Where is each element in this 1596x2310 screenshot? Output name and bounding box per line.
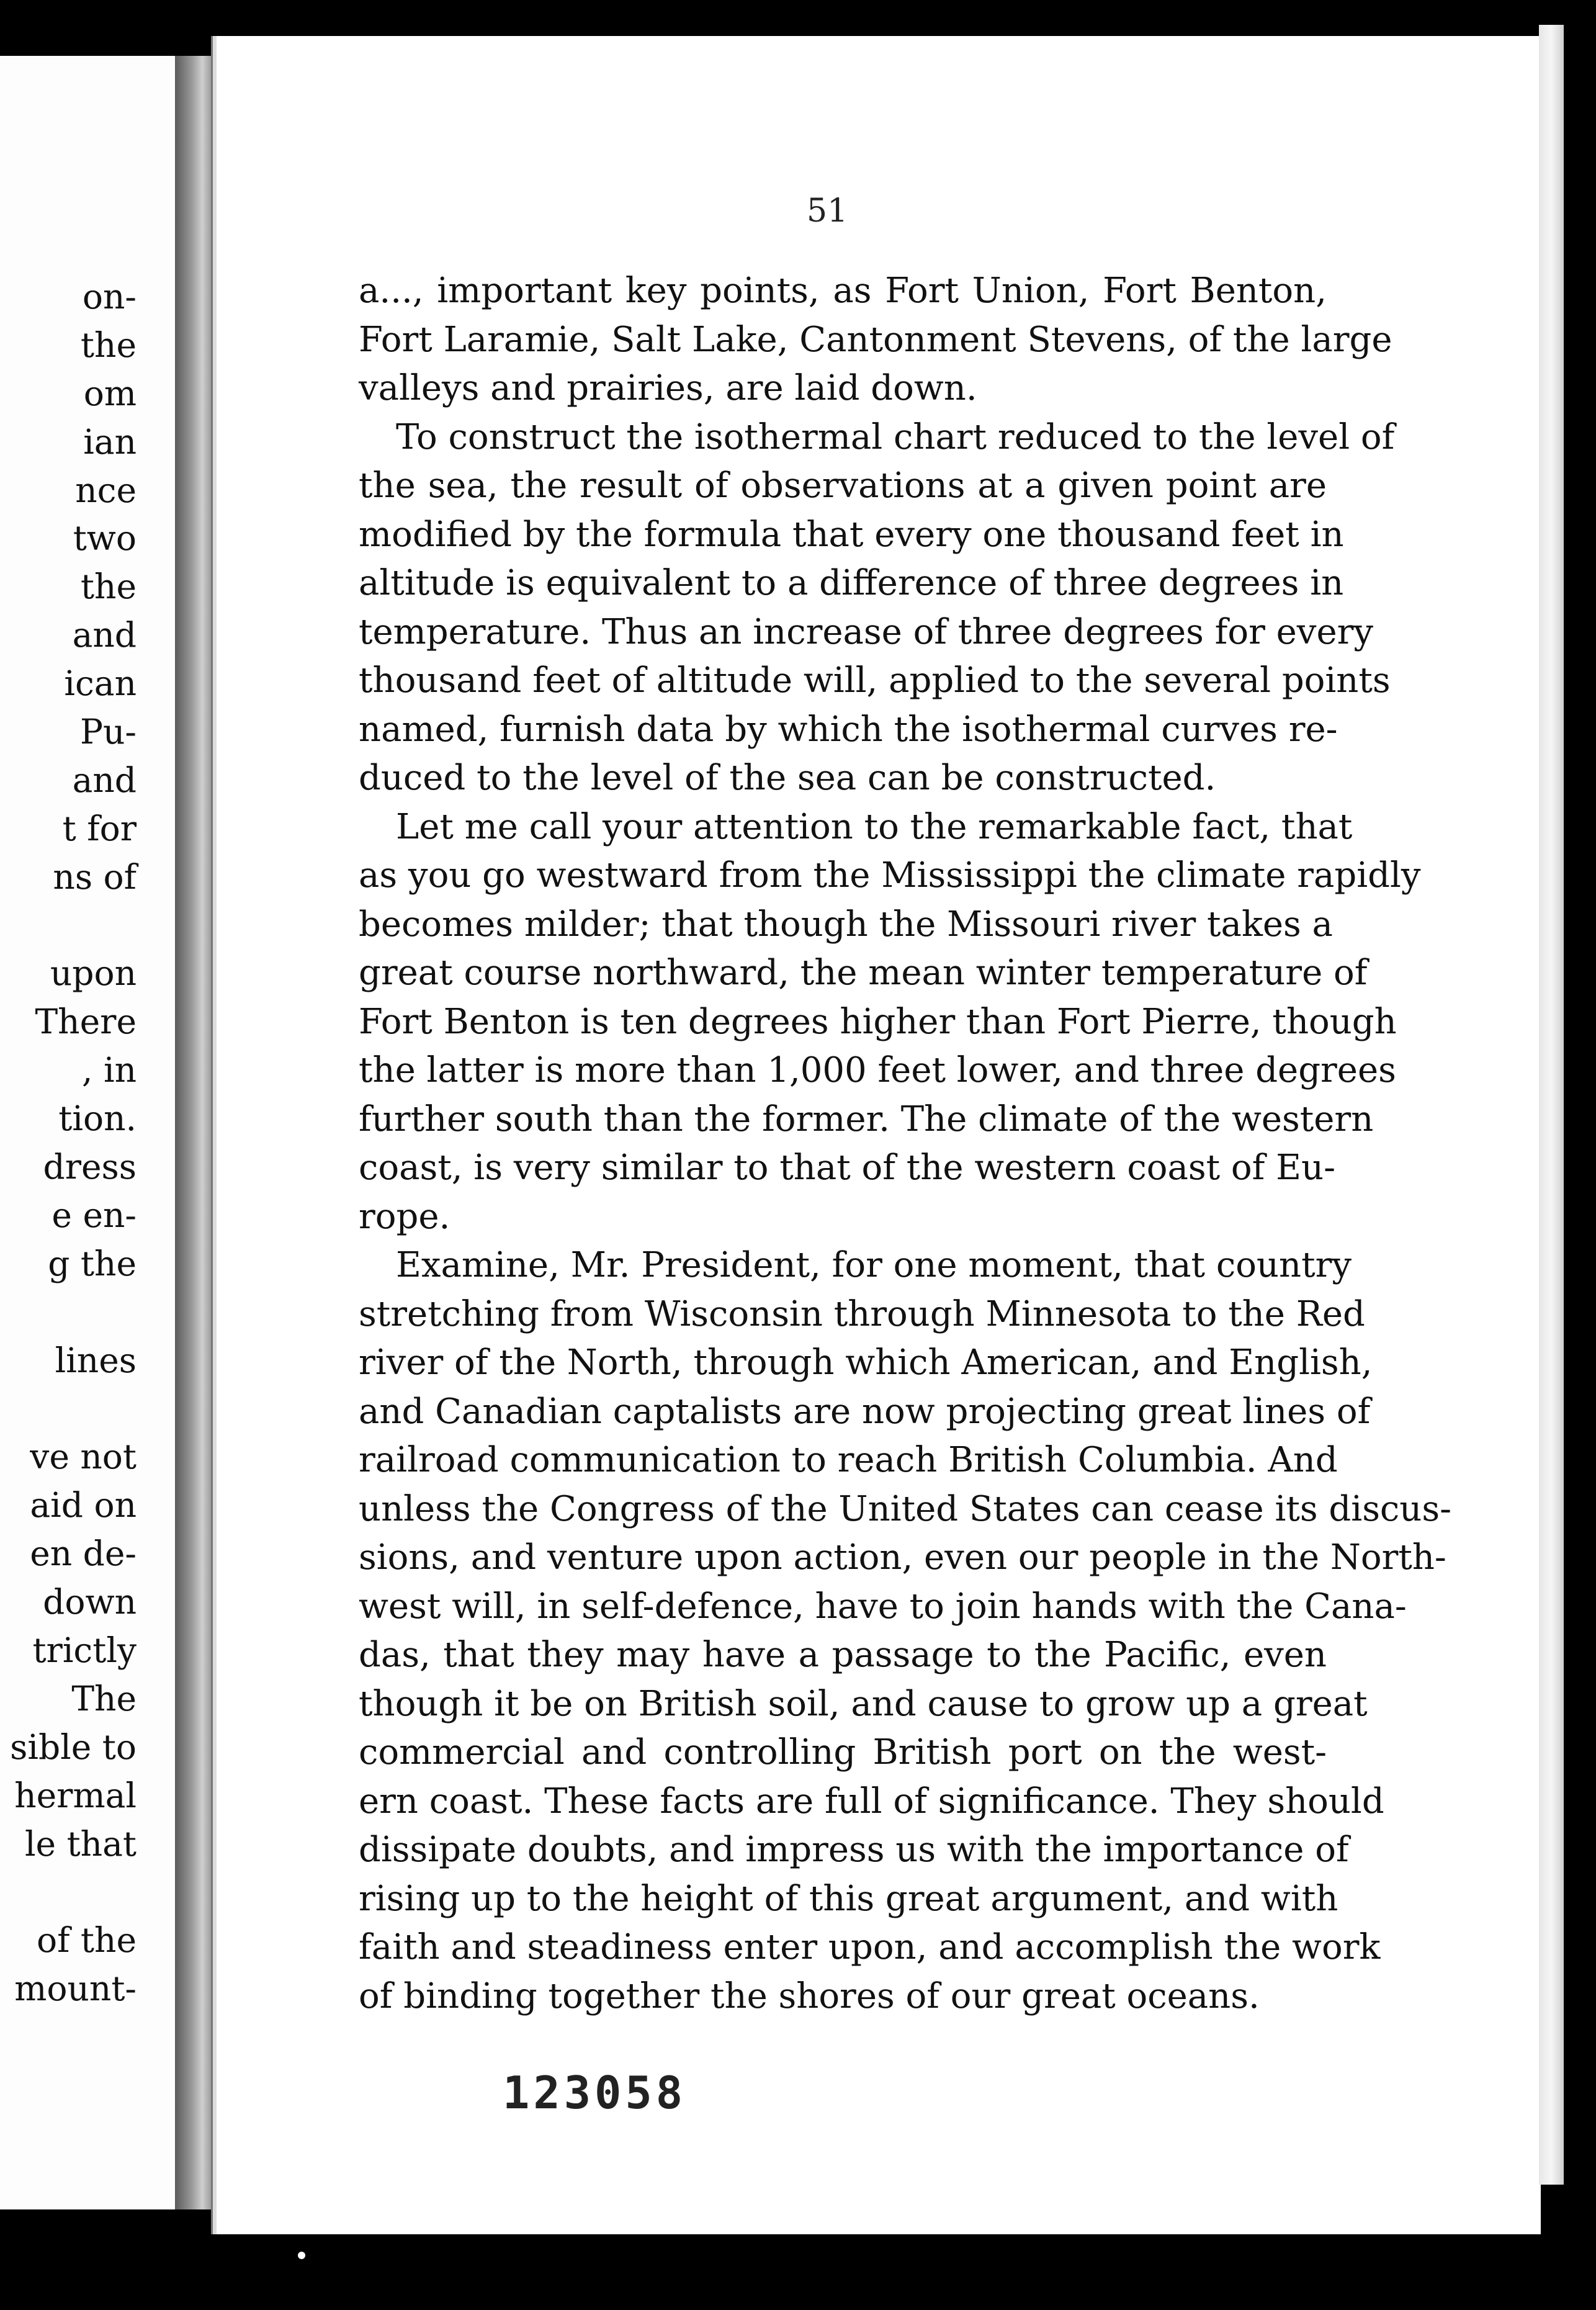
- text-line: Fort Laramie, Salt Lake, Cantonment Stevens, of the large: [359, 319, 1392, 360]
- left-fragment-line: on-: [82, 277, 137, 317]
- left-fragment-line: The: [71, 1678, 137, 1719]
- text-line: of binding together the shores of our great oceans.: [359, 1975, 1260, 2016]
- text-line: thousand feet of altitude will, applied to the several points: [359, 660, 1391, 701]
- left-fragment-line: upon: [50, 953, 137, 994]
- left-fragment-line: en de-: [30, 1534, 137, 1574]
- page-number: 51: [807, 192, 848, 230]
- left-fragment-line: ve not: [30, 1437, 137, 1477]
- left-fragment-line: There: [35, 1002, 137, 1042]
- text-line: becomes milder; that though the Missouri river takes a: [359, 904, 1333, 945]
- text-line: Let me call your attention to the remarkable fact, that: [396, 806, 1353, 847]
- left-fragment-line: two: [73, 518, 137, 559]
- text-line: duced to the level of the sea can be constructed.: [359, 758, 1216, 798]
- page-body-text: [359, 267, 1452, 2021]
- left-fragment-line: down: [43, 1582, 137, 1622]
- left-fragment-line: dress: [43, 1147, 137, 1187]
- catalog-stamp-number: 123058: [503, 2067, 687, 2119]
- left-fragment-line: , in: [82, 1050, 137, 1090]
- text-line: Fort Benton is ten degrees higher than Fort Pierre, though: [359, 1001, 1397, 1042]
- text-line: rising up to the height of this great argument, and with: [359, 1878, 1338, 1919]
- text-line: coast, is very similar to that of the western coast of Eu-: [359, 1148, 1336, 1188]
- text-line: named, furnish data by which the isothermal curves re-: [359, 709, 1338, 750]
- left-fragment-line: aid on: [30, 1485, 137, 1526]
- text-line: altitude is equivalent to a difference of three degrees in: [359, 563, 1344, 603]
- text-line: faith and steadiness enter upon, and accomplish the work: [359, 1927, 1381, 1967]
- text-line: rope.: [359, 1196, 451, 1237]
- text-line: river of the North, through which American, and English,: [359, 1342, 1373, 1383]
- text-line: great course northward, the mean winter temperature of: [359, 953, 1368, 993]
- text-line: modified by the formula that every one thousand feet in: [359, 514, 1344, 555]
- left-fragment-line: and: [72, 760, 137, 800]
- left-fragment-line: lines: [55, 1340, 137, 1380]
- scan-speck: [298, 2252, 305, 2259]
- left-fragment-line: nce: [75, 470, 137, 510]
- text-line: and Canadian captalists are now projecting great lines of: [359, 1391, 1371, 1432]
- text-line: the latter is more than 1,000 feet lower, and three degrees: [359, 1050, 1396, 1090]
- text-line: valleys and prairies, are laid down.: [359, 368, 977, 408]
- left-fragment-line: tion.: [58, 1099, 137, 1139]
- text-line: sions, and venture upon action, even our people in the North-: [359, 1537, 1446, 1578]
- left-fragment-line: ian: [83, 421, 137, 462]
- text-line: a..., important key points, as Fort Union, Fort Benton,: [359, 271, 1327, 311]
- left-fragment-line: Pu-: [79, 712, 137, 752]
- left-fragment-line: e en-: [52, 1195, 137, 1235]
- text-line: west will, in self-defence, have to join hands with the Cana-: [359, 1586, 1407, 1627]
- text-line: commercial and controlling British port on the west-: [359, 1732, 1327, 1773]
- text-line: railroad communication to reach British Columbia. And: [359, 1440, 1338, 1480]
- text-line: further south than the former. The climate of the western: [359, 1099, 1374, 1139]
- left-fragment-line: the: [80, 567, 137, 607]
- left-fragment-line: ican: [64, 663, 137, 704]
- left-fragment-line: trictly: [32, 1630, 137, 1670]
- text-line: ern coast. These facts are full of significance. They should: [359, 1781, 1384, 1822]
- text-line: das, that they may have a passage to the Pacific, even: [359, 1635, 1327, 1675]
- text-line: stretching from Wisconsin through Minnesota to the Red: [359, 1293, 1365, 1334]
- left-fragment-line: ns of: [53, 856, 137, 897]
- text-line: as you go westward from the Mississippi the climate rapidly: [359, 855, 1421, 896]
- left-fragment-line: t for: [62, 808, 137, 848]
- left-fragment-line: and: [72, 615, 137, 655]
- left-fragment-line: sible to: [10, 1727, 137, 1767]
- left-fragment-line: om: [83, 373, 137, 413]
- page-edge: [1539, 25, 1564, 2185]
- left-fragment-line: mount-: [14, 1969, 137, 2009]
- left-fragment-line: hermal: [14, 1775, 137, 1815]
- text-line: temperature. Thus an increase of three degrees for every: [359, 611, 1373, 652]
- text-line: though it be on British soil, and cause to grow up a great: [359, 1683, 1368, 1724]
- text-line: dissipate doubts, and impress us with the importance of: [359, 1830, 1349, 1870]
- left-fragment-line: the: [80, 325, 137, 365]
- left-fragment-line: le that: [24, 1823, 137, 1864]
- left-fragment-line: g the: [48, 1243, 137, 1283]
- text-line: Examine, Mr. President, for one moment, that country: [396, 1245, 1352, 1285]
- text-line: To construct the isothermal chart reduced to the level of: [396, 416, 1395, 457]
- text-line: unless the Congress of the United States can cease its discus-: [359, 1488, 1452, 1529]
- text-line: the sea, the result of observations at a given point are: [359, 465, 1327, 506]
- left-fragment-line: of the: [36, 1920, 137, 1961]
